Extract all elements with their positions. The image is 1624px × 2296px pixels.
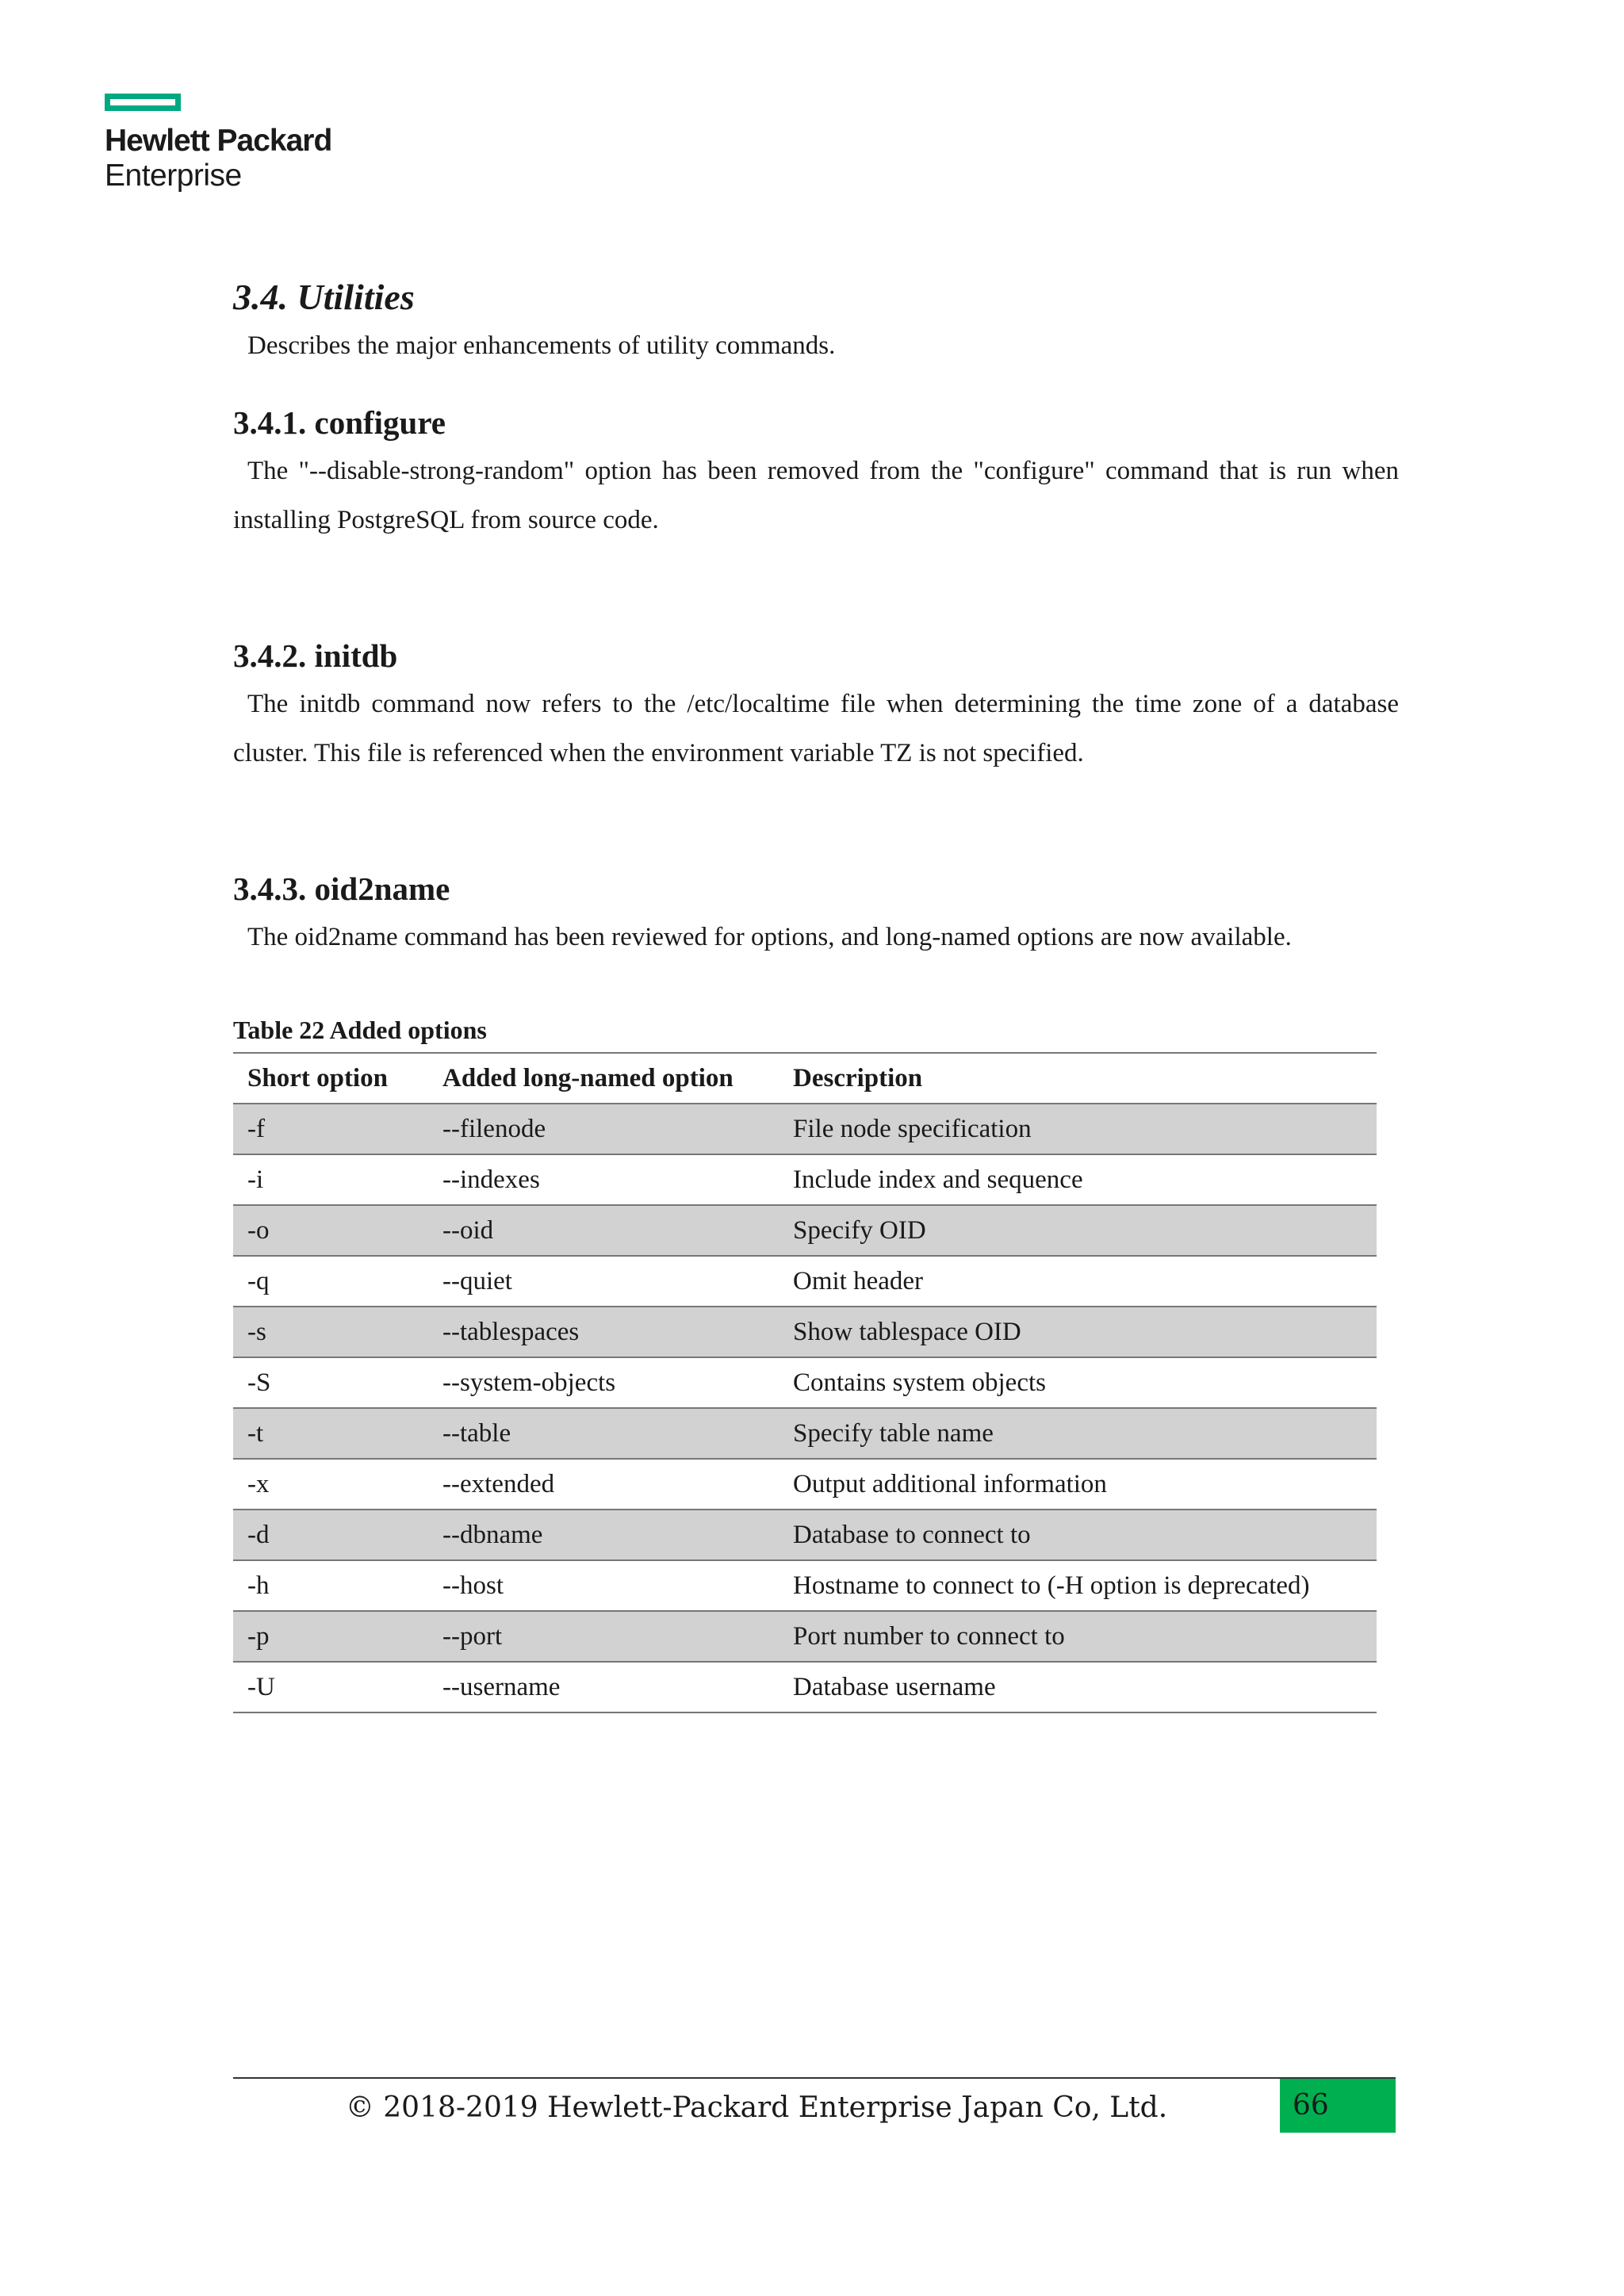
cell-desc: Database username — [779, 1662, 1377, 1712]
cell-desc: Contains system objects — [779, 1357, 1377, 1408]
cell-desc: Show tablespace OID — [779, 1307, 1377, 1357]
cell-short: -s — [233, 1307, 428, 1357]
hpe-logo — [105, 94, 358, 193]
table-row — [233, 1408, 1377, 1459]
cell-desc: Specify OID — [779, 1205, 1377, 1256]
cell-short: -x — [233, 1459, 428, 1510]
cell-long: --oid — [428, 1205, 779, 1256]
table-caption: Table 22 Added options — [233, 1016, 487, 1044]
header-long-option: Added long-named option — [428, 1053, 779, 1104]
table-row — [233, 1662, 1377, 1712]
table-row — [233, 1104, 1377, 1154]
added-options-table — [233, 1052, 1377, 1713]
cell-short: -t — [233, 1408, 428, 1459]
table-header-row — [233, 1053, 1377, 1104]
cell-long: --host — [428, 1560, 779, 1611]
cell-desc: Output additional information — [779, 1459, 1377, 1510]
cell-long: --system-objects — [428, 1357, 779, 1408]
logo-text-line1: Hewlett Packard — [105, 124, 332, 158]
subsection-title-configure: 3.4.1. configure — [233, 404, 446, 441]
cell-desc: Include index and sequence — [779, 1154, 1377, 1205]
cell-short: -o — [233, 1205, 428, 1256]
logo-rectangle-icon — [105, 94, 181, 111]
cell-desc: Hostname to connect to (-H option is deprecated) — [779, 1560, 1377, 1611]
table-row — [233, 1357, 1377, 1408]
cell-short: -p — [233, 1611, 428, 1662]
cell-short: -U — [233, 1662, 428, 1712]
cell-desc: File node specification — [779, 1104, 1377, 1154]
subsection-body-initdb: The initdb command now refers to the /etc/localtime file when determining the time zone of a database cluster. This file is referenced when the environment variable TZ is not specified. — [233, 690, 1399, 767]
section-title: 3.4. Utilities — [233, 277, 415, 317]
cell-long: --filenode — [428, 1104, 779, 1154]
table-row — [233, 1560, 1377, 1611]
cell-desc: Specify table name — [779, 1408, 1377, 1459]
table-row — [233, 1205, 1377, 1256]
subsection-body-oid2name: The oid2name command has been reviewed for options, and long-named options are now available. — [247, 923, 1292, 951]
table-row — [233, 1154, 1377, 1205]
table-row — [233, 1256, 1377, 1307]
cell-short: -h — [233, 1560, 428, 1611]
cell-long: --indexes — [428, 1154, 779, 1205]
cell-short: -f — [233, 1104, 428, 1154]
cell-long: --port — [428, 1611, 779, 1662]
table-row — [233, 1307, 1377, 1357]
subsection-title-initdb: 3.4.2. initdb — [233, 637, 398, 674]
cell-desc: Database to connect to — [779, 1510, 1377, 1560]
cell-long: --extended — [428, 1459, 779, 1510]
cell-long: --tablespaces — [428, 1307, 779, 1357]
cell-long: --table — [428, 1408, 779, 1459]
subsection-body-configure: The "--disable-strong-random" option has been removed from the "configure" command that is run when installing PostgreSQL from source code. — [233, 457, 1399, 534]
cell-short: -S — [233, 1357, 428, 1408]
cell-desc: Omit header — [779, 1256, 1377, 1307]
cell-short: -i — [233, 1154, 428, 1205]
cell-long: --quiet — [428, 1256, 779, 1307]
logo-text-line2: Enterprise — [105, 159, 242, 193]
page-content — [233, 274, 1399, 1713]
subsection-title-oid2name: 3.4.3. oid2name — [233, 871, 450, 907]
cell-desc: Port number to connect to — [779, 1611, 1377, 1662]
header-short-option: Short option — [233, 1053, 428, 1104]
cell-short: -d — [233, 1510, 428, 1560]
table-row — [233, 1510, 1377, 1560]
cell-long: --username — [428, 1662, 779, 1712]
footer-copyright: © 2018-2019 Hewlett-Packard Enterprise Japan Co, Ltd. — [345, 2091, 1168, 2124]
footer-divider — [233, 2077, 1396, 2079]
cell-short: -q — [233, 1256, 428, 1307]
section-intro: Describes the major enhancements of utility commands. — [247, 331, 836, 360]
page-number: 66 — [1280, 2079, 1396, 2133]
table-row — [233, 1459, 1377, 1510]
header-description: Description — [779, 1053, 1377, 1104]
cell-long: --dbname — [428, 1510, 779, 1560]
table-row — [233, 1611, 1377, 1662]
